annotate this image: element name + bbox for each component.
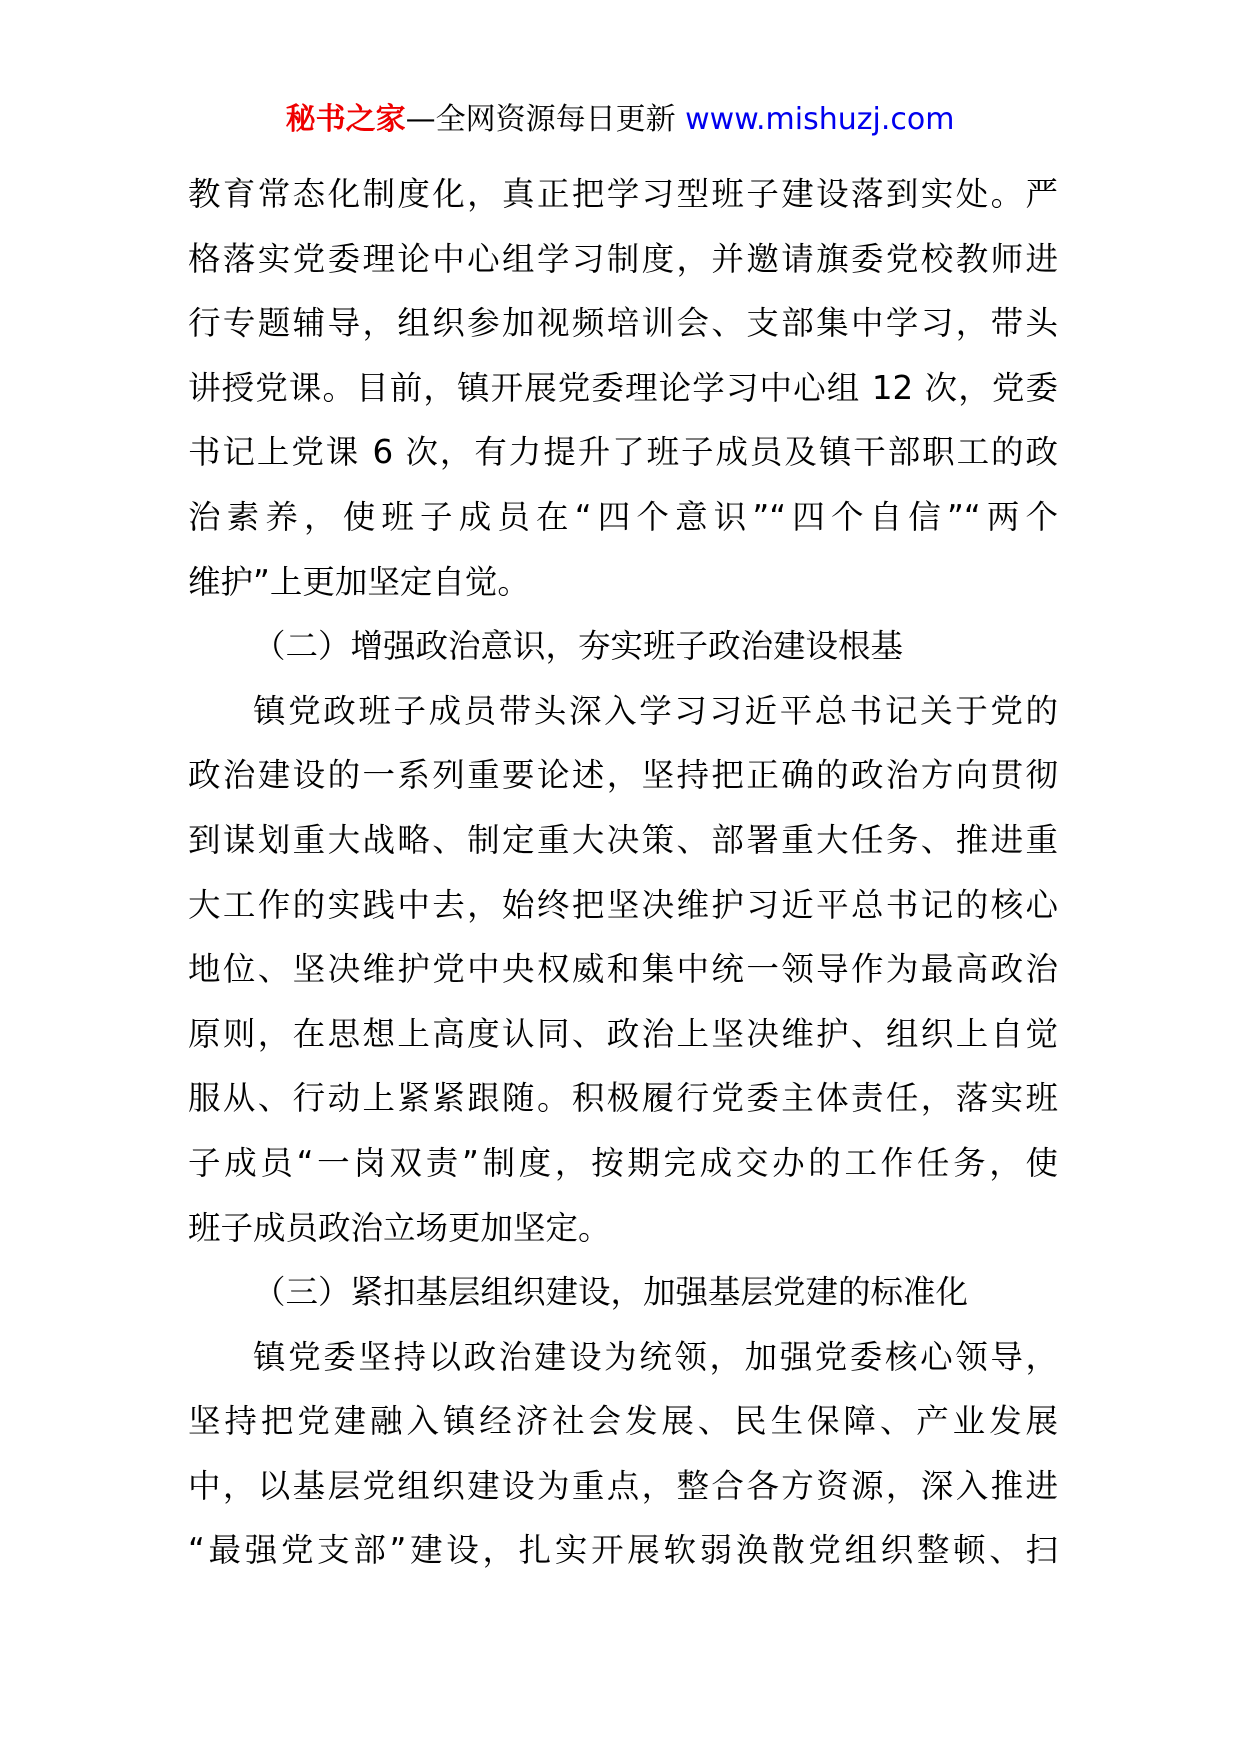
- site-brand: 秘书之家: [285, 102, 406, 137]
- body-line: 讲授党课。目前，镇开展党委理论学习中心组 12 次，党委: [188, 368, 1058, 407]
- body-line: 教育常态化制度化，真正把学习型班子建设落到实处。严: [188, 175, 1058, 213]
- body-line: 服从、行动上紧紧跟随。积极履行党委主体责任，落实班: [188, 1079, 1058, 1118]
- header-separator: —: [405, 102, 436, 137]
- body-line: 政治建设的一系列重要论述，坚持把正确的政治方向贯彻: [188, 756, 1058, 795]
- body-line: 中，以基层党组织建设为重点，整合各方资源，深入推进: [188, 1466, 1058, 1505]
- body-line: 到谋划重大战略、制定重大决策、部署重大任务、推进重: [188, 820, 1058, 859]
- body-line: 原则，在思想上高度认同、政治上坚决维护、组织上自觉: [188, 1014, 1058, 1053]
- body-line: “最强党支部”建设，扎实开展软弱涣散党组织整顿、扫: [188, 1531, 1058, 1570]
- body-line: 书记上党课 6 次，有力提升了班子成员及镇干部职工的政: [188, 433, 1058, 472]
- paragraph-first-line: 镇党政班子成员带头深入学习习近平总书记关于党的: [253, 691, 1058, 730]
- body-line: 格落实党委理论中心组学习制度，并邀请旗委党校教师进: [188, 239, 1058, 278]
- site-url-link[interactable]: www.mishuzj.com: [685, 102, 955, 137]
- body-line: 行专题辅导，组织参加视频培训会、支部集中学习，带头: [188, 304, 1058, 343]
- page-header: [0, 100, 1240, 140]
- body-line: 地位、坚决维护党中央权威和集中统一领导作为最高政治: [188, 950, 1058, 989]
- body-line: 大工作的实践中去，始终把坚决维护习近平总书记的核心: [188, 885, 1058, 924]
- body-line: 坚持把党建融入镇经济社会发展、民生保障、产业发展: [188, 1402, 1058, 1441]
- paragraph-end-line: 班子成员政治立场更加坚定。: [188, 1208, 611, 1247]
- paragraph-end-line: 维护”上更加坚定自觉。: [188, 562, 530, 601]
- header-tagline: 全网资源每日更新: [435, 102, 676, 137]
- body-line: 治素养，使班子成员在“四个意识”“四个自信”“两个: [188, 497, 1058, 536]
- document-body: [188, 162, 1058, 1583]
- paragraph-first-line: 镇党委坚持以政治建设为统领，加强党委核心领导，: [253, 1337, 1058, 1376]
- section-heading: （三）紧扣基层组织建设，加强基层党建的标准化: [253, 1273, 969, 1312]
- section-heading: （二）增强政治意识，夯实班子政治建设根基: [253, 627, 904, 666]
- body-line: 子成员“一岗双责”制度，按期完成交办的工作任务，使: [188, 1143, 1058, 1182]
